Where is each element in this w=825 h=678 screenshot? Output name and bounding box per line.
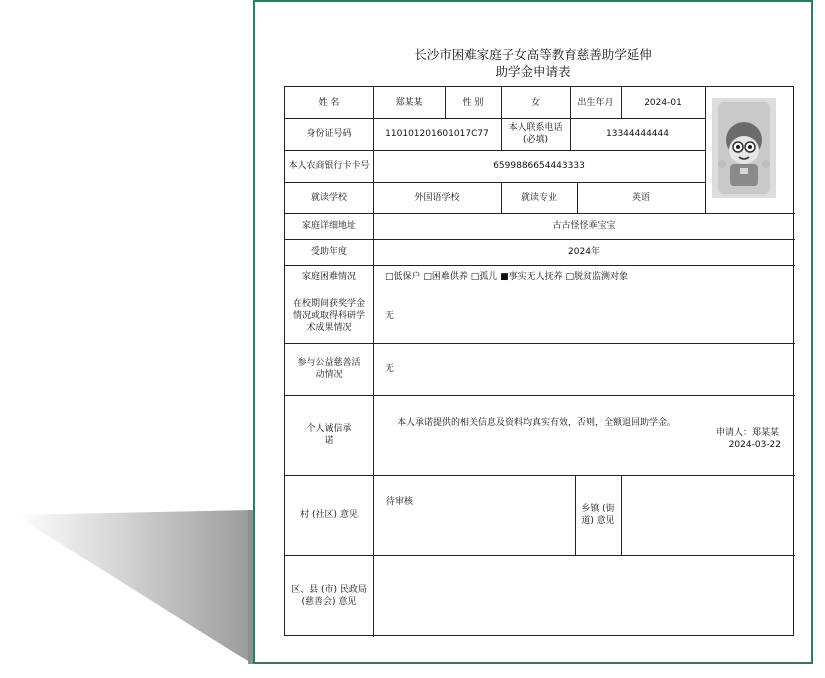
value-birth: 2024-01 [644,97,682,108]
applicant-photo [712,98,776,198]
application-form-page [253,0,813,664]
value-address: 古古怪怪乖宝宝 [552,221,616,231]
value-bank-card: 6599886654443333 [493,161,585,171]
label-contact-note: (必填) [522,135,549,145]
value-hardship: □低保户 □困难供养 □孤儿 ■事实无人抚养 □脱贫监测对象 [385,272,628,282]
label-district-opinion: 区、县 (市) 民政局 (慈善会) 意见 [291,585,367,607]
pledge-date: 2024-03-22 [728,440,781,450]
applicant-name: 申请人：郑某某 [715,428,779,438]
label-village-opinion: 村 (社区) 意见 [300,510,358,520]
label-address: 家庭详细地址 [301,221,356,231]
label-bank-card: 本人农商银行卡卡号 [288,161,370,171]
value-year: 2024年 [568,247,600,257]
value-gender: 女 [530,97,540,108]
label-birth: 出生年月 [577,97,614,108]
label-hardship: 家庭困难情况 [301,272,356,282]
value-major: 英语 [631,192,650,203]
value-charity: 无 [385,364,395,374]
value-school: 外国语学校 [414,192,460,203]
label-gender: 性 别 [462,97,484,108]
label-town-opinion: 乡镇 (街道) 意见 [581,504,615,526]
label-id-number: 身份证号码 [306,129,352,139]
label-pledge: 个人诚信承诺 [306,424,352,446]
label-major: 就读专业 [520,192,557,203]
value-contact: 13344444444 [606,129,669,139]
label-contact-text: 本人联系电话 [508,123,563,133]
value-name: 郑某某 [395,97,423,108]
label-contact [501,118,570,150]
label-school: 就读学校 [310,192,347,203]
value-awards: 无 [385,311,395,321]
value-village-opinion: 待审核 [386,497,414,507]
label-name: 姓 名 [318,97,340,108]
label-awards: 在校期间获奖学金情况或取得科研学术成果情况 [292,299,365,333]
form-title-line2: 助学金申请表 [495,64,571,79]
pledge-text: 本人承诺提供的相关信息及资料均真实有效，否则，全额退回助学金。 [397,418,677,428]
value-id-number: 110101201601017C77 [385,129,489,139]
form-title-line1: 长沙市困难家庭子女高等教育慈善助学延伸 [414,47,652,62]
label-year: 受助年度 [310,247,347,257]
label-charity: 参与公益慈善活动情况 [297,358,361,380]
